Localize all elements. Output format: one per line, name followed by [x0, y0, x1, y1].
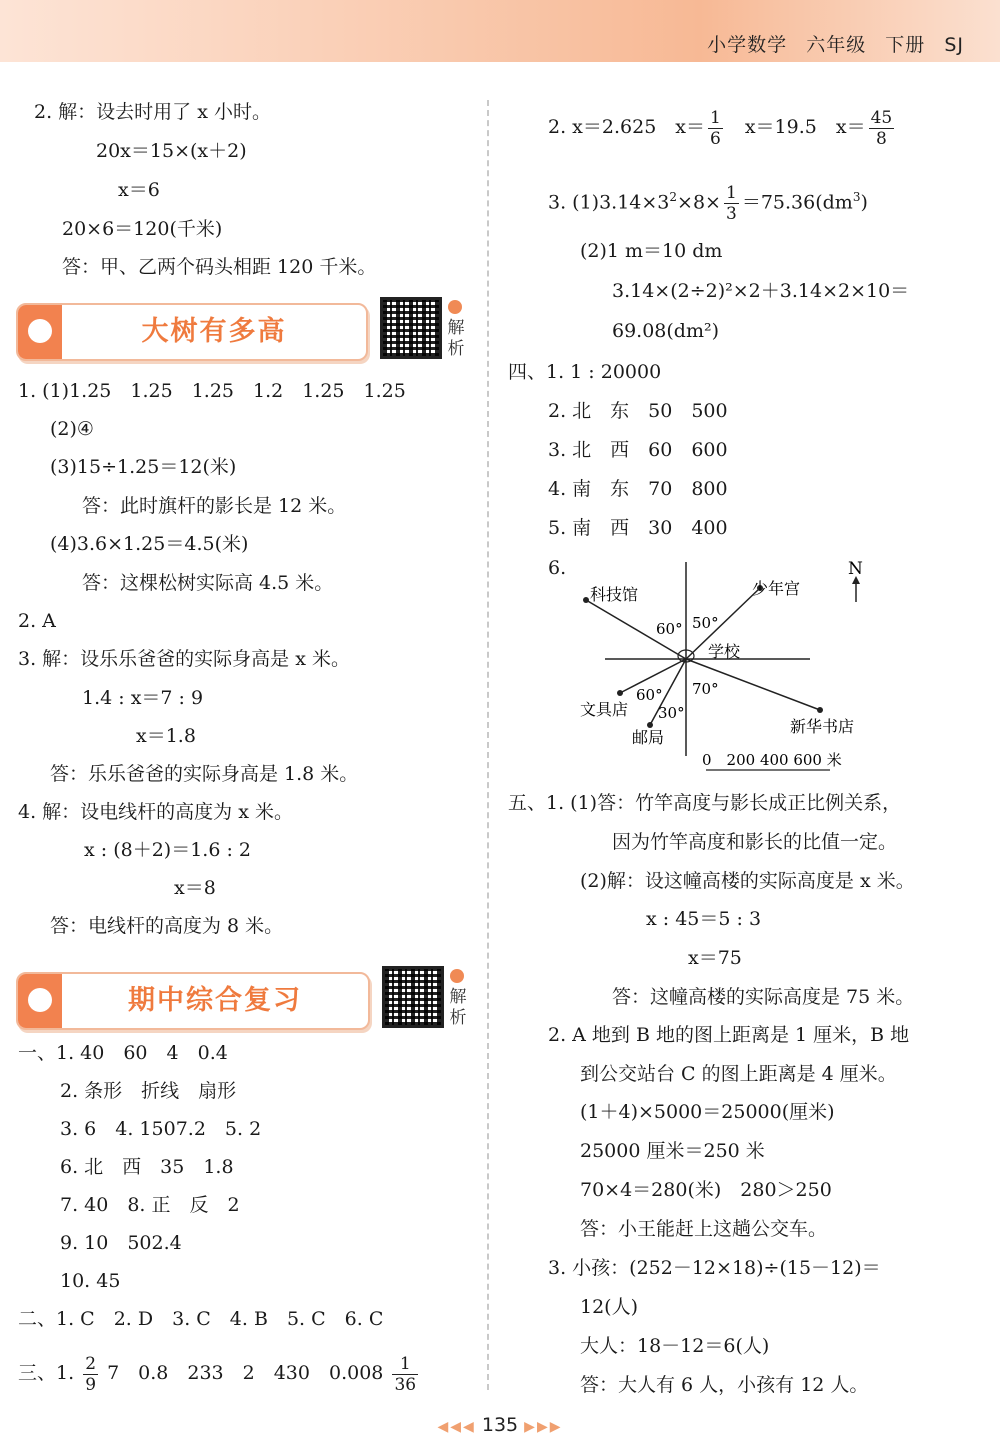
- section-banner-midterm: [16, 972, 370, 1030]
- answer-line: 答：此时旗杆的影长是 12 米。: [82, 495, 347, 517]
- answer-line: x＝75: [688, 947, 742, 969]
- answer-line: 7. 40 8. 正 反 2: [60, 1194, 240, 1216]
- map-angle-label: 50°: [692, 614, 719, 632]
- answer-line: 2. A: [18, 610, 56, 632]
- map-angle-label: 70°: [692, 680, 719, 698]
- answer-line: 答：大人有 6 人，小孩有 12 人。: [580, 1374, 869, 1396]
- answer-line: 25000 厘米＝250 米: [580, 1140, 765, 1162]
- map-north-label: N: [848, 559, 863, 579]
- answer-line: (2)解：设这幢高楼的实际高度是 x 米。: [580, 870, 915, 892]
- answer-line: 3. 小孩：(252－12×18)÷(15－12)＝: [548, 1257, 881, 1279]
- answer-line: 四、1. 1 : 20000: [508, 361, 662, 383]
- map-angle-label: 60°: [656, 620, 683, 638]
- answer-line: 9. 10 502.4: [60, 1232, 182, 1254]
- header-edition: SJ: [944, 34, 964, 56]
- answer-line: (2)④: [50, 418, 94, 440]
- fraction: $\frac{1}{36}$: [394, 1353, 417, 1395]
- answer-line: (1＋4)×5000＝25000(厘米): [580, 1101, 835, 1123]
- answer-line: 6.: [548, 557, 567, 579]
- play-icon: [450, 969, 464, 983]
- answer-line: x : (8＋2)＝1.6 : 2: [84, 839, 251, 861]
- answer-line: 20x＝15×(x＋2): [96, 140, 247, 162]
- answer-line: 五、1. (1)答：竹竿高度与影长成正比例关系，: [508, 792, 902, 814]
- answer-line: 3. 解：设乐乐爸爸的实际身高是 x 米。: [18, 648, 350, 670]
- answer-line: 一、1. 40 60 4 0.4: [18, 1042, 228, 1064]
- answer-line: x＝6: [118, 179, 160, 201]
- answer-line: 答：这幢高楼的实际高度是 75 米。: [612, 986, 915, 1008]
- map-angle-label: 60°: [636, 686, 663, 704]
- answer-line: 69.08(dm²): [612, 320, 720, 342]
- page-number: 135: [481, 1414, 519, 1436]
- header-subject: 小学数学: [707, 34, 788, 56]
- map-xinhua-label: 新华书店: [790, 717, 855, 736]
- answer-line: 1.4 : x＝7 : 9: [82, 687, 204, 709]
- answer-line: 12(人): [580, 1296, 639, 1318]
- fraction: $\frac{45}{8}$: [870, 107, 893, 149]
- column-divider: [487, 100, 489, 1390]
- answer-line: [548, 174, 868, 225]
- answer-line: 2. 解：设去时用了 x 小时。: [34, 101, 271, 123]
- answer-line: x＝1.8: [136, 725, 196, 747]
- answer-line: 70×4＝280(米) 280＞250: [580, 1179, 832, 1201]
- exponent: 2: [669, 190, 678, 204]
- section-title: 期中综合复习: [128, 985, 302, 1016]
- play-icon: [448, 300, 462, 314]
- answer-text: 3. (1)3.14×3: [548, 191, 670, 214]
- header-volume: 下册: [885, 34, 926, 56]
- answer-line: 1. (1)1.25 1.25 1.25 1.2 1.25 1.25: [18, 380, 406, 402]
- answer-text: 2. x＝2.625 x＝: [548, 116, 705, 138]
- map-angle-label: 30°: [658, 704, 685, 722]
- answer-line: 答：电线杆的高度为 8 米。: [50, 915, 284, 937]
- section-title: 大树有多高: [141, 316, 287, 347]
- answer-line: 3. 北 西 60 600: [548, 439, 728, 461]
- prev-arrows-icon: ◀◀◀: [437, 1419, 476, 1435]
- answer-line: 4. 南 东 70 800: [548, 478, 728, 500]
- answer-line: 答：小王能赶上这趟公交车。: [580, 1218, 828, 1240]
- fraction: $\frac{1}{3}$: [725, 182, 737, 224]
- answer-line: (2)1 m＝10 dm: [580, 240, 723, 262]
- answer-text: ): [860, 191, 868, 214]
- map-shaoniangong-label: 少年宫: [752, 579, 801, 598]
- answer-line: (3)15÷1.25＝12(米): [50, 456, 237, 478]
- answer-line: 答：这棵松树实际高 4.5 米。: [82, 572, 334, 594]
- answer-line: 6. 北 西 35 1.8: [60, 1156, 234, 1178]
- answer-line: 4. 解：设电线杆的高度为 x 米。: [18, 801, 293, 823]
- answer-line: 2. 条形 折线 扇形: [60, 1080, 237, 1102]
- answer-text: ＝75.36(dm: [741, 191, 853, 214]
- answer-values: 7 0.8 233 2 430 0.008: [107, 1362, 384, 1384]
- answer-line: 二、1. C 2. D 3. C 4. B 5. C 6. C: [18, 1308, 384, 1330]
- answer-line: 3. 6 4. 1507.2 5. 2: [60, 1118, 262, 1140]
- answer-line: 3.14×(2÷2)²×2＋3.14×2×10＝: [612, 280, 910, 302]
- section-banner-big-tree: [16, 303, 368, 361]
- qr-label: 解析: [449, 987, 467, 1028]
- answer-text: x＝19.5 x＝: [744, 116, 866, 138]
- answer-line: 10. 45: [60, 1270, 121, 1292]
- fraction: $\frac{2}{9}$: [85, 1353, 97, 1395]
- qr-code-icon[interactable]: [380, 297, 442, 359]
- answer-line: x＝8: [174, 877, 216, 899]
- answer-line: (4)3.6×1.25＝4.5(米): [50, 533, 249, 555]
- answer-line: 20×6＝120(千米): [62, 218, 223, 240]
- map-point-wenjudian: [617, 690, 623, 696]
- banner-tab: [18, 974, 62, 1028]
- exponent: 3: [852, 190, 861, 204]
- answer-line: 2. A 地到 B 地的图上距离是 1 厘米，B 地: [548, 1024, 910, 1046]
- map-point-xinhua: [817, 707, 823, 713]
- header-title: [695, 30, 964, 57]
- header-grade: 六年级: [806, 34, 867, 56]
- next-arrows-icon: ▶▶▶: [524, 1419, 563, 1435]
- map-school-label: 学校: [708, 642, 741, 661]
- answer-label: 三、1.: [18, 1362, 75, 1384]
- qr-label: 解析: [447, 318, 465, 359]
- map-point-kejiguan: [583, 597, 589, 603]
- answer-line: 答：乐乐爸爸的实际身高是 1.8 米。: [50, 763, 359, 785]
- answer-line: 答：甲、乙两个码头相距 120 千米。: [62, 256, 377, 278]
- qr-code-icon[interactable]: [382, 966, 444, 1028]
- answer-line: [18, 1350, 421, 1396]
- answer-line: 2. 北 东 50 500: [548, 400, 728, 422]
- direction-map: [560, 550, 880, 780]
- banner-tab: [18, 305, 62, 359]
- fraction: $\frac{1}{6}$: [710, 107, 721, 149]
- answer-text: ×8×: [677, 191, 721, 214]
- answer-line: 到公交站台 C 的图上距离是 4 厘米。: [580, 1063, 897, 1085]
- answer-line: 5. 南 西 30 400: [548, 517, 728, 539]
- answer-line: x : 45＝5 : 3: [646, 908, 762, 930]
- map-kejiguan-label: 科技馆: [590, 585, 639, 604]
- answer-line: 大人：18－12＝6(人): [580, 1335, 770, 1357]
- answer-line: 因为竹竿高度和影长的比值一定。: [612, 831, 898, 853]
- answer-line: [548, 104, 897, 150]
- map-wenjudian-label: 文具店: [580, 700, 629, 719]
- map-youju-label: 邮局: [632, 728, 665, 747]
- page-footer: [0, 1414, 1000, 1436]
- map-scale-label: 0 200 400 600 米: [702, 751, 842, 769]
